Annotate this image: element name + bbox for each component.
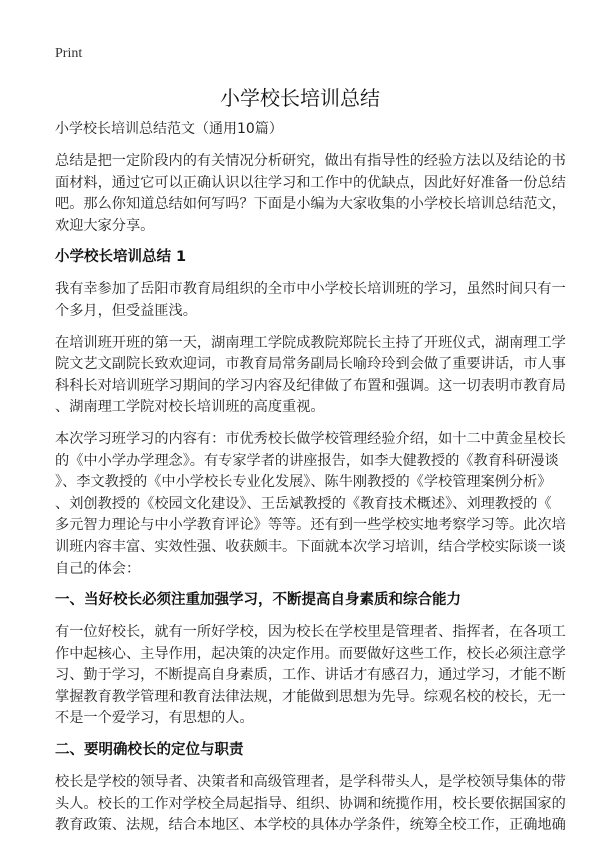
section-heading: 二、要明确校长的定位与职责 bbox=[55, 742, 244, 759]
paragraph-line: 不是一个爱学习，有思想的人。 bbox=[55, 710, 254, 727]
section-heading: 一、当好校长必须注重加强学习，不断提高自身素质和综合能力 bbox=[55, 592, 461, 609]
paragraph-line: 我有幸参加了岳阳市教育局组织的全市中小学校长培训班的学习，虽然时间只有一 bbox=[55, 281, 566, 298]
paragraph-line: 的《中小学办学理念》。有专家学者的讲座报告，如李大健教授的《教育科研漫谈 bbox=[55, 452, 559, 469]
paragraph-line: 有一位好校长，就有一所好学校，因为校长在学校里是管理者、指挥者，在各项工 bbox=[55, 624, 566, 641]
paragraph-line: 作中起核心、主导作用，起决策的决定作用。而要做好这些工作，校长必须注意学 bbox=[55, 645, 566, 662]
paragraph-line: 》、李文教授的《中小学校长专业化发展》、陈牛刚教授的《学校管理案例分析》 bbox=[55, 474, 552, 491]
paragraph-line: 头人。校长的工作对学校全局起指导、组织、协调和统揽作用，校长要依据国家的 bbox=[55, 795, 566, 812]
paragraph-line: 习、勤于学习，不断提高自身素质，工作、讲话才有感召力，通过学习，才能不断 bbox=[55, 667, 566, 684]
document-subtitle: 小学校长培训总结范文（通用10篇） bbox=[55, 121, 283, 137]
paragraph-line: 掌握教育教学管理和教育法律法规，才能做到思想为先导。综观名校的校长，无一 bbox=[55, 688, 566, 705]
paragraph-line: 总结是把一定阶段内的有关情况分析研究，做出有指导性的经验方法以及结论的书 bbox=[55, 153, 566, 169]
paragraph bbox=[55, 333, 566, 419]
paragraph bbox=[55, 429, 566, 580]
paragraph-line: 吧。那么你知道总结如何写吗？下面是小编为大家收集的小学校长培训总结范文， bbox=[55, 196, 566, 213]
paragraph-line: 个多月，但受益匪浅。 bbox=[55, 302, 197, 319]
paragraph-line: 训班内容丰富、实效性强、收获颇丰。下面就本次学习培训，结合学校实际谈一谈 bbox=[55, 538, 566, 555]
paragraph-line: 面材料，通过它可以正确认识以往学习和工作中的优缺点，因此好好准备一份总结 bbox=[55, 174, 566, 191]
paragraph bbox=[55, 772, 566, 837]
paragraph-line: 院文艺文副院长致欢迎词，市教育局常务副局长喻玲玲到会做了重要讲话，市人事 bbox=[55, 356, 566, 373]
paragraph bbox=[55, 151, 566, 237]
paragraph-line: 、湖南理工学院对校长培训班的高度重视。 bbox=[55, 399, 325, 416]
print-link[interactable]: Print bbox=[55, 46, 83, 61]
paragraph-line: 本次学习班学习的内容有：市优秀校长做学校管理经验介绍，如十二中黄金星校长 bbox=[55, 430, 566, 447]
paragraph-line: 欢迎大家分享。 bbox=[55, 217, 155, 234]
paragraph bbox=[55, 622, 566, 730]
paragraph-line: 多元智力理论与中小学教育评论》等等。还有到一些学校实地考察学习等。此次培 bbox=[55, 517, 566, 534]
paragraph-line: 自己的体会： bbox=[55, 560, 141, 577]
paragraph-line: 、刘创教授的《校园文化建设》、王岳斌教授的《教育技术概述》、刘理教授的《 bbox=[55, 495, 552, 512]
section-heading: 小学校长培训总结 1 bbox=[55, 249, 187, 266]
paragraph-line: 在培训班开班的第一天，湖南理工学院成教院郑院长主持了开班仪式，湖南理工学 bbox=[55, 334, 566, 351]
document-body bbox=[55, 119, 566, 847]
paragraph-line: 教育政策、法规，结合本地区、本学校的具体办学条件，统筹全校工作，正确地确 bbox=[55, 817, 566, 834]
paragraph bbox=[55, 279, 566, 322]
document-blocks bbox=[55, 151, 566, 837]
paragraph-line: 科科长对培训班学习期间的学习内容及纪律做了布置和强调。这一切表明市教育局 bbox=[55, 377, 566, 394]
document-title: 小学校长培训总结 bbox=[220, 86, 380, 110]
paragraph-line: 校长是学校的领导者、决策者和高级管理者，是学科带头人，是学校领导集体的带 bbox=[55, 774, 566, 791]
